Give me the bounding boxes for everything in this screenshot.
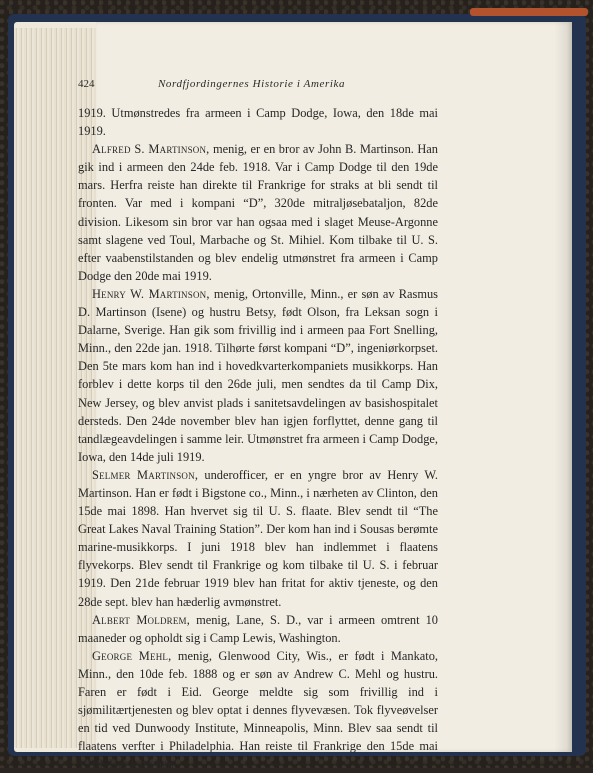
cover-edge-trim <box>470 8 588 16</box>
entry-text: underofficer, er en yngre bror av Henry W. Martinson. Han er født i Bigstone co., Minn., i nærheten av Clinton, den 15de mai 1898. Han hvervet sig til U. S. flaate. Blev sendt til “The Great Lakes Naval Training Station”. Der kom han ind i Sousas berømte marine-musikkorps. I juni 1918 blev han indlemmet i flaatens flyvekorps. Blev sendt til Frankrige og kom tilbake til U. S. i februar 1919. Den 21de februar 1919 blev han fritat for aktiv tjeneste, og den 28de sept. blev han hæderlig avmønstret. <box>78 467 438 609</box>
entry-selmer-martinson <box>78 466 438 611</box>
page-number: 424 <box>78 78 95 90</box>
entry-name: Albert Moldrem, <box>92 612 191 627</box>
entry-name: George Mehl, <box>92 648 172 663</box>
entry-name: Henry W. Martinson, <box>92 286 210 301</box>
entry-name: Selmer Martinson, <box>92 467 199 482</box>
entry-albert-moldrem <box>78 611 438 647</box>
page-header <box>78 78 438 96</box>
entry-name: Alfred S. Martinson, <box>92 142 210 157</box>
entry-text: menig, Ortonville, Minn., er søn av Rasmus D. Martinson (Isene) og hustru Betsy, født Olson, fra Leksan sogn i Dalarne, Sverige. Han gik som frivillig ind i armeen paa Fort Snelling, Minn., den 22de jan. 1918. Tilhørte først kompani “D”, ingeniørkorpset. Den 5te mars kom han ind i hovedkvarterkompaniets musikkorps. Han forblev i dette korps til den 26de juli, men sendtes da til Camp Dix, New Jersey, og blev anvist plads i sanitetsavdelingen av basishospitalet dersteds. Den 24de november blev han igjen forflyttet, denne gang til tandlægeavdelingen i samme leir. Utmønstret fra armeen i Camp Dodge, Iowa, den 14de juli 1919. <box>78 286 439 464</box>
body-text <box>78 104 438 773</box>
entry-henry-martinson <box>78 285 438 466</box>
entry-alfred-martinson <box>78 140 438 285</box>
entry-text: menig, Glenwood City, Wis., er født i Mankato, Minn., den 10de feb. 1888 og er søn av Andrew C. Mehl og hustru. Faren er født i Eid. George meldte sig som frivillig ind i sjømilitærtjenesten og blev optat i dennes flyvevæsen. Tok flyveøvelser en tid ved Dunwoody Institute, Minneapolis, Minn. Blev saa sendt til flaatens verfter i Philadelphia. Han reiste til Frankrige den 15de mai 1918. Her kom han <box>78 648 438 772</box>
paragraph-continued <box>78 104 438 140</box>
running-title: Nordfjordingernes Historie i Amerika <box>158 78 346 90</box>
entry-text: menig, er en bror av John B. Martinson. Han gik ind i armeen den 24de feb. 1918. Var i Camp Dodge til den 19de mars. Herfra reiste han direkte til Frankrige for straks at bli sendt til fronten. Var med i kompani “D”, 320de mitraljøsebataljon, 82de division. Likesom sin bror var han ogsaa med i slaget Meuse-Argonne samt slagene ved Toul, Marbache og St. Mihiel. Kom tilbake til U. S. efter vaabenstilstanden og blev endelig utmønstret fra armeen i Camp Dodge den 20de mai 1919. <box>78 142 438 283</box>
entry-george-mehl <box>78 647 438 773</box>
paragraph-text: 1919. Utmønstredes fra armeen i Camp Dodge, Iowa, den 18de mai 1919. <box>78 106 438 139</box>
entry-text: menig, Lane, S. D., var i armeen omtrent 10 maaneder og opholdt sig i Camp Lewis, Washington. <box>78 612 438 645</box>
gutter-shadow <box>554 22 572 752</box>
